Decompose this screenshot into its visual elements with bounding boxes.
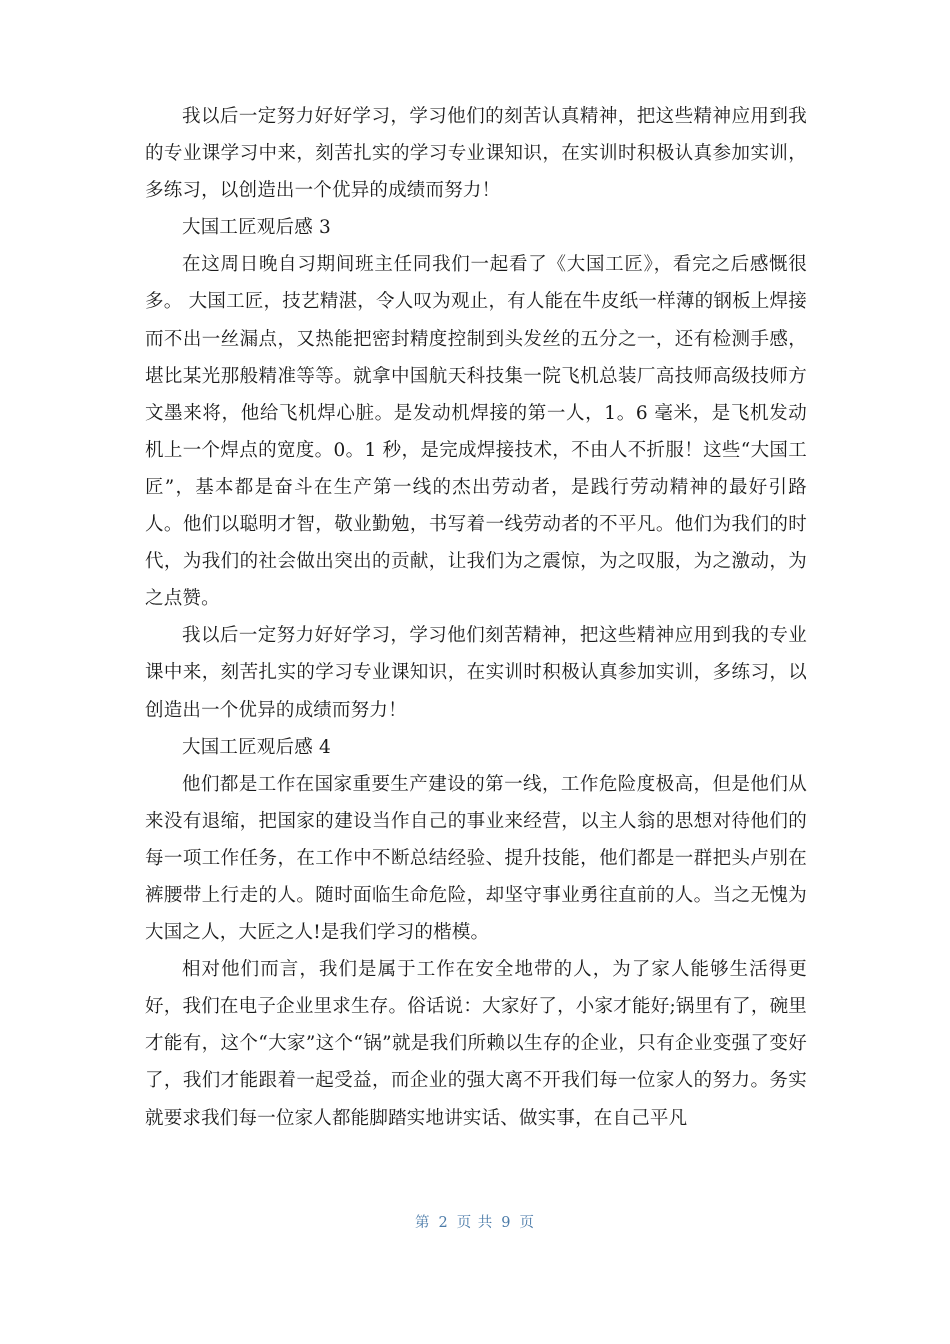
section-heading: 大国工匠观后感 3	[182, 217, 331, 239]
footer-middle: 页 共	[456, 1215, 494, 1231]
footer-suffix: 页	[519, 1215, 536, 1231]
paragraph: 在这周日晚自习期间班主任同我们一起看了《大国工匠》，看完之后感慨很多。 大国工匠，技艺精湛，令人叹为观止，有人能在牛皮纸一样薄的钢板上焊接而不出一丝漏点，又热能把密封精度控制到头发丝的五分之一，还有检测手感，堪比某光那般精准等等。就拿中国航天科技集一院飞机总装厂高技师高级技师方文墨来将，他给飞机焊心脏。是发动机焊接的第一人，1。6 毫米，是飞机发动机上一个焊点的宽度。0。1 秒，是完成焊接技术，不由人不折服！这些“大国工匠”，基本都是奋斗在生产第一线的杰出劳动者，是践行劳动精神的最好引路人。他们以聪明才智，敬业勤勉，书写着一线劳动者的不平凡。他们为我们的时代，为我们的社会做出突出的贡献，让我们为之震惊，为之叹服，为之激动，为之点赞。	[145, 254, 807, 610]
document-body	[145, 98, 807, 1137]
page-footer	[0, 1211, 950, 1232]
paragraph: 相对他们而言，我们是属于工作在安全地带的人，为了家人能够生活得更好，我们在电子企业里求生存。俗话说：大家好了，小家才能好;锅里有了，碗里才能有，这个“大家”这个“锅”就是我们所赖以生存的企业，只有企业变强了变好了，我们才能跟着一起受益，而企业的强大离不开我们每一位家人的努力。务实就要求我们每一位家人都能脚踏实地讲实话、做实事，在自己平凡	[145, 959, 807, 1129]
footer-prefix: 第	[414, 1215, 431, 1231]
footer-total-pages: 9	[501, 1215, 512, 1231]
paragraph: 我以后一定努力好好学习，学习他们的刻苦认真精神，把这些精神应用到我的专业课学习中来，刻苦扎实的学习专业课知识，在实训时积极认真参加实训，多练习，以创造出一个优异的成绩而努力！	[145, 106, 807, 202]
section-heading: 大国工匠观后感 4	[182, 736, 331, 758]
footer-current-page: 2	[438, 1215, 449, 1231]
paragraph: 我以后一定努力好好学习，学习他们刻苦精神，把这些精神应用到我的专业课中来，刻苦扎实的学习专业课知识，在实训时积极认真参加实训，多练习，以创造出一个优异的成绩而努力！	[145, 625, 807, 721]
paragraph: 他们都是工作在国家重要生产建设的第一线，工作危险度极高，但是他们从来没有退缩，把国家的建设当作自己的事业来经营，以主人翁的思想对待他们的每一项工作任务，在工作中不断总结经验、提升技能，他们都是一群把头卢别在裤腰带上行走的人。随时面临生命危险，却坚守事业勇往直前的人。当之无愧为大国之人，大匠之人!是我们学习的楷模。	[145, 773, 807, 944]
